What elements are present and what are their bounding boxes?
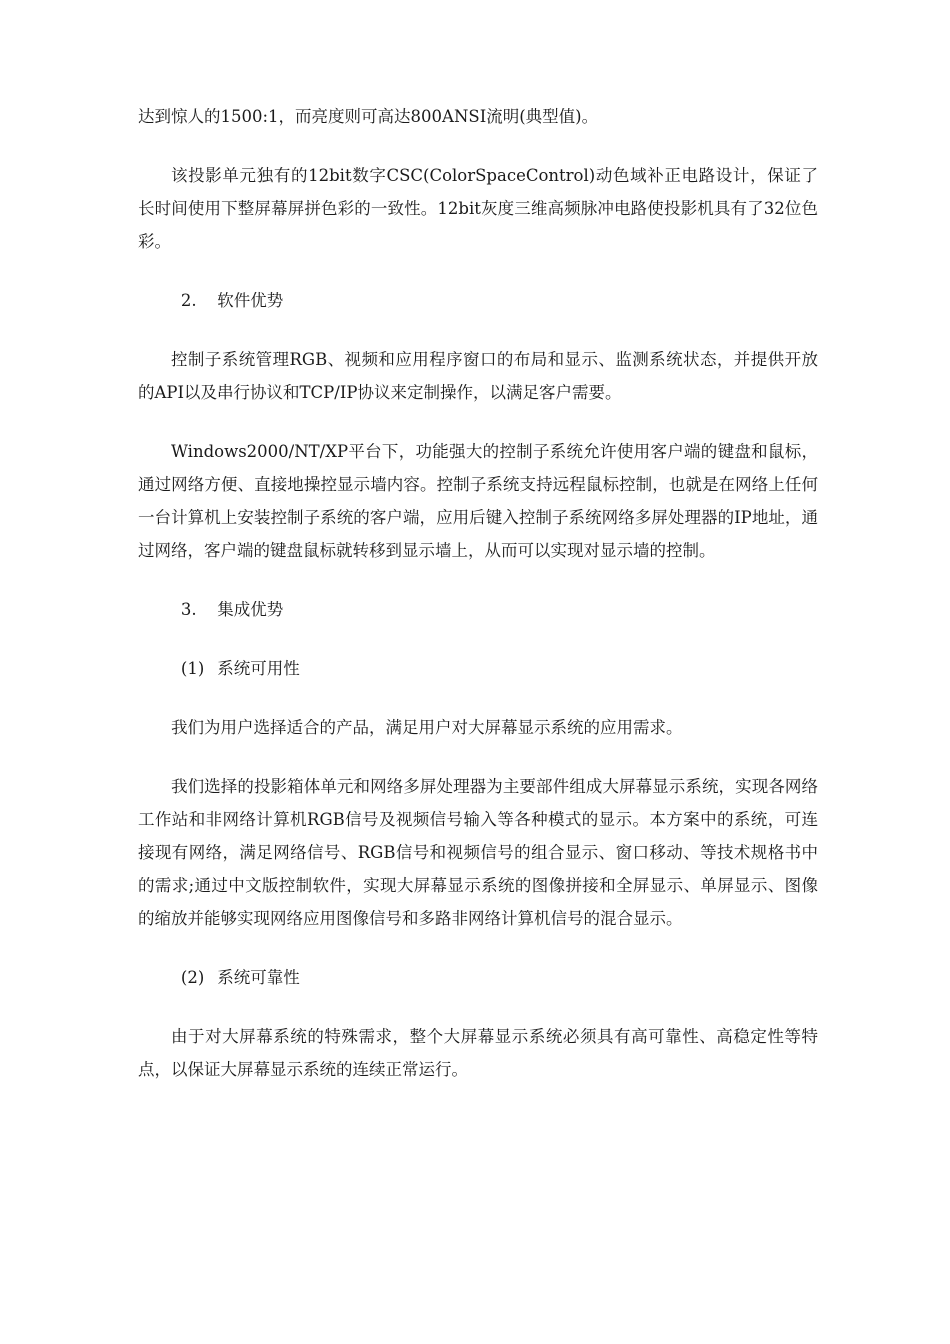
subsection-heading: [138, 652, 818, 685]
paragraph: 控制子系统管理RGB、视频和应用程序窗口的布局和显示、监测系统状态，并提供开放的API以及串行协议和TCP/IP协议来定制操作，以满足客户需要。: [138, 350, 818, 402]
heading-number: (1): [180, 659, 205, 678]
paragraph: 由于对大屏幕系统的特殊需求，整个大屏幕显示系统必须具有高可靠性、高稳定性等特点，以保证大屏幕显示系统的连续正常运行。: [138, 1027, 818, 1079]
heading-title: 集成优势: [217, 600, 284, 619]
paragraph: 该投影单元独有的12bit数字CSC(ColorSpaceControl)动色域补正电路设计，保证了长时间使用下整屏幕屏拼色彩的一致性。12bit灰度三维高频脉冲电路使投影机具有了32位色彩。: [138, 166, 818, 251]
heading-number: 2.: [180, 291, 197, 310]
paragraph: Windows2000/NT/XP平台下，功能强大的控制子系统允许使用客户端的键盘和鼠标，通过网络方便、直接地操控显示墙内容。控制子系统支持远程鼠标控制，也就是在网络上任何一台计算机上安装控制子系统的客户端，应用后键入控制子系统网络多屏处理器的IP地址，通过网络，客户端的键盘鼠标就转移到显示墙上，从而可以实现对显示墙的控制。: [138, 442, 818, 560]
heading-title: 系统可靠性: [217, 968, 300, 987]
heading-title: 系统可用性: [217, 659, 300, 678]
paragraph: 我们为用户选择适合的产品，满足用户对大屏幕显示系统的应用需求。: [171, 718, 683, 737]
heading-number: (2): [180, 968, 205, 987]
subsection-heading: [138, 961, 818, 994]
heading-number: 3.: [180, 600, 197, 619]
paragraph: 我们选择的投影箱体单元和网络多屏处理器为主要部件组成大屏幕显示系统，实现各网络工作站和非网络计算机RGB信号及视频信号输入等各种模式的显示。本方案中的系统，可连接现有网络，满足网络信号、RGB信号和视频信号的组合显示、窗口移动、等技术规格书中的需求;通过中文版控制软件，实现大屏幕显示系统的图像拼接和全屏显示、单屏显示、图像的缩放并能够实现网络应用图像信号和多路非网络计算机信号的混合显示。: [138, 777, 818, 928]
paragraph: 达到惊人的1500:1，而亮度则可高达800ANSI流明(典型值)。: [138, 107, 599, 126]
document-body: [138, 100, 818, 1112]
heading-title: 软件优势: [217, 291, 284, 310]
section-heading: [138, 593, 818, 626]
section-heading: [138, 284, 818, 317]
